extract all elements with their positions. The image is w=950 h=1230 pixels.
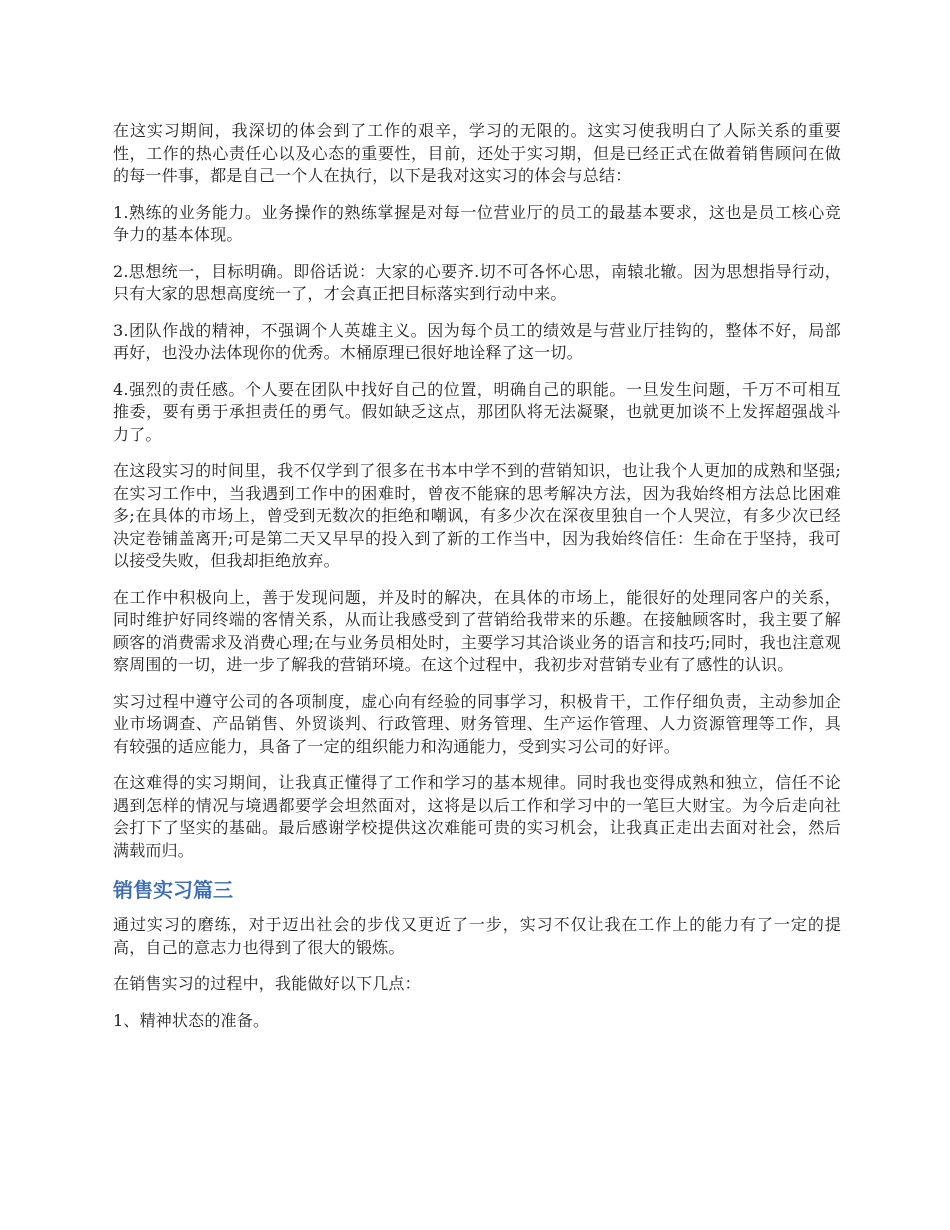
paragraph-intro: 在这实习期间，我深切的体会到了工作的艰辛，学习的无限的。这实习使我明白了人际关系的重要性，工作的热心责任心以及心态的重要性，目前，还处于实习期，但是已经正式在做着销售顾问在做的每一件事，都是自己一个人在执行，以下是我对这实习的体会与总结： [113, 121, 841, 185]
section-heading: 销售实习篇三 [113, 878, 233, 902]
paragraph-section-item-1: 1、精神状态的准备。 [113, 1010, 270, 1030]
paragraph-section-intro: 通过实习的磨练，对于迈出社会的步伐又更近了一步，实习不仅让我在工作上的能力有了一定的提高，自己的意志力也得到了很大的锻炼。 [113, 915, 841, 957]
document-body [113, 120, 841, 1046]
paragraph-company-rules: 实习过程中遵守公司的各项制度，虚心向有经验的同事学习，积极肯干，工作仔细负责，主动参加企业市场调查、产品销售、外贸谈判、行政管理、财务管理、生产运作管理、人力资源管理等工作，具有较强的适应能力，具备了一定的组织能力和沟通能力，受到实习公司的好评。 [113, 691, 841, 756]
paragraph-point-4: 4.强烈的责任感。个人要在团队中找好自己的位置，明确自己的职能。一旦发生问题，千万不可相互推委，要有勇于承担责任的勇气。假如缺乏这点，那团队将无法凝聚，也就更加谈不上发挥超强战斗力了。 [113, 379, 841, 444]
paragraph-experience: 在这段实习的时间里，我不仅学到了很多在书本中学不到的营销知识，也让我个人更加的成熟和坚强;在实习工作中，当我遇到工作中的困难时，曾夜不能寐的思考解决方法，因为我始终相方法总比困难多;在具体的市场上，曾受到无数次的拒绝和嘲讽，有多少次在深夜里独自一个人哭泣，有多少次已经决定卷铺盖离开;可是第二天又早早的投入到了新的工作当中，因为我始终信任：生命在于坚持，我可以接受失败，但我却拒绝放弃。 [113, 461, 841, 570]
paragraph-point-2: 2.思想统一，目标明确。即俗话说：大家的心要齐.切不可各怀心思，南辕北辙。因为思想指导行动，只有大家的思想高度统一了，才会真正把目标落实到行动中来。 [113, 261, 841, 303]
paragraph-section-lead: 在销售实习的过程中，我能做好以下几点： [113, 974, 421, 993]
paragraph-conclusion: 在这难得的实习期间，让我真正懂得了工作和学习的基本规律。同时我也变得成熟和独立，信任不论遇到怎样的情况与境遇都要学会坦然面对，这将是以后工作和学习中的一笔巨大财宝。为今后走向社会打下了坚实的基础。最后感谢学校提供这次难能可贵的实习机会，让我真正走出去面对社会，然后满载而归。 [113, 773, 841, 860]
paragraph-point-3: 3.团队作战的精神，不强调个人英雄主义。因为每个员工的绩效是与营业厅挂钩的，整体不好，局部再好，也没办法体现你的优秀。木桶原理已很好地诠释了这一切。 [113, 320, 841, 362]
paragraph-work-attitude: 在工作中积极向上，善于发现问题，并及时的解决，在具体的市场上，能很好的处理同客户的关系，同时维护好同终端的客情关系，从而让我感受到了营销给我带来的乐趣。在接触顾客时，我主要了解顾客的消费需求及消费心理;在与业务员相处时，主要学习其洽谈业务的语言和技巧;同时，我也注意观察周围的一切，进一步了解我的营销环境。在这个过程中，我初步对营销专业有了感性的认识。 [113, 587, 841, 674]
paragraph-point-1: 1.熟练的业务能力。业务操作的熟练掌握是对每一位营业厅的员工的最基本要求，这也是员工核心竞争力的基本体现。 [113, 202, 841, 244]
